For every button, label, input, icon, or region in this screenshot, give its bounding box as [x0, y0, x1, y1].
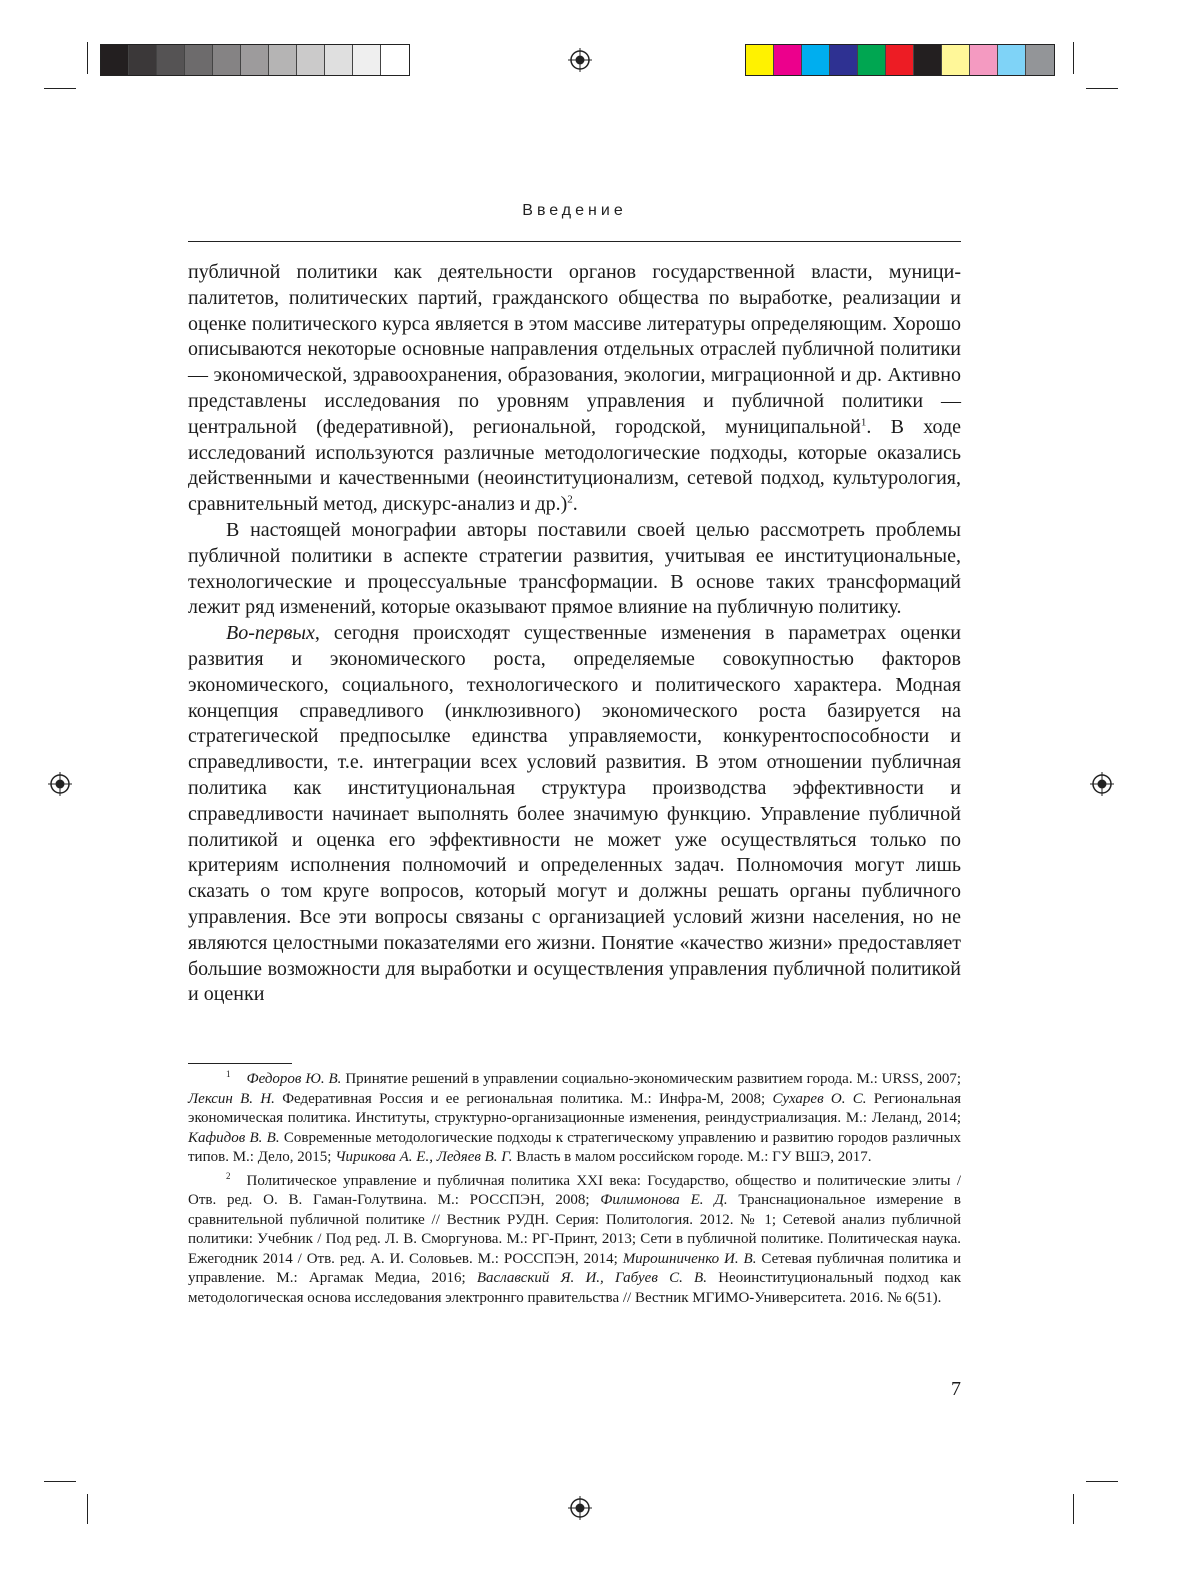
color-swatch — [1026, 45, 1054, 75]
footnote-number: 2 — [226, 1170, 231, 1181]
footnote-rule — [188, 1063, 292, 1064]
footnote-text: Современные методологические подходы к стратегическому управлению и развитию городов различных типов. М.: Дело, 2015; — [188, 1129, 961, 1165]
footnote-text: Неоинституциональный подход как методологическая основа исследования электроннго правительства // Вестник МГИМО-Университета. 2016. № 6(51). — [188, 1270, 961, 1306]
registration-mark-icon — [568, 1496, 592, 1520]
footnote-text: Принятие решений в управлении социально-экономическим развитием города. М.: URSS, 2007; — [341, 1071, 961, 1087]
crop-mark — [44, 1481, 76, 1482]
paragraph-1 — [188, 260, 961, 518]
color-swatch — [998, 45, 1026, 75]
gray-swatch — [101, 45, 129, 75]
running-header: Введение — [522, 202, 627, 219]
crop-mark — [1073, 1494, 1074, 1524]
footnote-1 — [188, 1070, 961, 1168]
crop-mark — [87, 42, 88, 74]
paragraph-3-lead: Во-первых — [226, 622, 315, 645]
footnote-author: Ваславский Я. И., Габуев С. В. — [476, 1270, 707, 1286]
paragraph-1-text: публичной политики как деятельности органов государственной власти, муниципалитетов, политических партий, гражданского общества по выработке, реализации и оценке политического курса является в этом массиве литературы определяющим. Хорошо описываются некоторые основные направления отдельных отраслей публичной политики — экономической, здравоохранения, образования, экологии, миграционной и др. Активно представлены исследования по уровням управления и публичной политики — центральной (федеративной), региональной, городской, муниципальной — [188, 261, 961, 438]
footnote-text: Сетевая публичная политика и управление. М.: Аргамак Медиа, 2016; — [188, 1250, 961, 1286]
footnote-author: Чирикова А. Е., Ледяев В. Г. — [335, 1149, 513, 1165]
color-swatch — [774, 45, 802, 75]
footnote-author: Федоров Ю. В. — [246, 1071, 342, 1087]
footnote-author: Кафидов В. В. — [188, 1129, 280, 1146]
page-number: 7 — [951, 1378, 961, 1400]
color-swatch — [914, 45, 942, 75]
paragraph-3 — [188, 621, 961, 1008]
footnote-number: 1 — [226, 1069, 231, 1079]
color-swatch — [746, 45, 774, 75]
crop-mark — [44, 88, 76, 89]
gray-swatch — [297, 45, 325, 75]
footnote-ref: 2 — [567, 493, 573, 506]
gray-calibration-bar — [100, 44, 410, 76]
crop-mark — [1086, 1481, 1118, 1482]
gray-swatch — [185, 45, 213, 75]
gray-swatch — [129, 45, 157, 75]
footnote-2 — [188, 1172, 961, 1309]
gray-swatch — [353, 45, 381, 75]
paragraph-2: В настоящей монографии авторы поставили своей целью рассмотреть проблемы публичной политики в аспекте стратегии развития, учитывая ее институциональные, технологические и процессуальные трансформации. В основе таких трансформаций лежит ряд изменений, которые оказывают прямое влияние на публичную политику. — [188, 518, 961, 619]
color-swatch — [858, 45, 886, 75]
color-swatch — [886, 45, 914, 75]
crop-mark — [1073, 42, 1074, 74]
header-rule — [188, 241, 961, 242]
body-text — [188, 260, 961, 1008]
footnote-text: Региональная экономическая политика. Институты, структурно-организационные изменения, реиндустриализация. М.: Леланд, 2014; — [188, 1090, 961, 1126]
color-swatch — [970, 45, 998, 75]
registration-mark-icon — [1090, 772, 1114, 796]
footnote-author: Лексин В. Н. — [188, 1090, 275, 1107]
footnote-ref: 1 — [860, 416, 867, 429]
crop-mark — [1086, 88, 1118, 89]
gray-swatch — [241, 45, 269, 75]
paragraph-1-text-cont: . В ходе исследований используются различные методологические подходы, которые оказались действенными и качественными (неоинституционализм, сетевой подход, культурология, сравнительный метод, дискурс-анализ и др.) — [188, 415, 961, 516]
footnote-author: Мирошниченко И. В. — [622, 1250, 757, 1267]
gray-swatch — [157, 45, 185, 75]
crop-mark — [87, 1494, 88, 1524]
footnotes — [188, 1070, 961, 1312]
gray-swatch — [269, 45, 297, 75]
footnote-text: Федеративная Россия и ее региональная политика. М.: Инфра-М, 2008; — [274, 1090, 773, 1107]
gray-swatch — [325, 45, 353, 75]
gray-swatch — [213, 45, 241, 75]
paragraph-3-text: , сегодня происходят существенные изменения в параметрах оценки развития и экономического роста, определяемые совокупностью факторов экономического, социального, технологического и политического характера. Модная концепция справедливого (инклюзивного) экономического роста базируется на стратегической предпосылке единства управляемости, конкурентоспособности и справедливости, т.е. интеграции всех условий развития. В этом отношении публичная политика как институциональная структура производства эффективности и справедливости начинает выполнять более значимую функцию. Управление публичной политикой и оценка его эффективности не может уже осуществляться только по критериям исполнения полномочий и определенных задач. Полномочия могут лишь сказать о том круге вопросов, который могут и должны решать органы публичного управления. Все эти вопросы связаны с организацией условий жизни населения, но не являются целостными показателями его жизни. Понятие «качество жизни» предоставляет большие возможности для выработки и осуществления управления публичной политикой и оценки — [188, 622, 961, 1006]
color-calibration-bar — [745, 44, 1055, 76]
footnote-text: Власть в малом российском городе. М.: ГУ ВШЭ, 2017. — [512, 1149, 872, 1165]
color-swatch — [802, 45, 830, 75]
registration-mark-icon — [48, 772, 72, 796]
paragraph-1-end: . — [572, 493, 578, 516]
footnote-author: Филимонова Е. Д. — [600, 1192, 728, 1208]
gray-swatch — [381, 45, 409, 75]
footnote-text: Транснациональное измерение в сравнительной публичной политике // Вестник РУДН. Серия: Политология. 2012. № 1; Сетевой анализ публичной политики: Учебник / Под ред. Л. В. Сморгунова. М.: РГ-Принт, 2013; Сети в публичной политике. Политическая наука. Ежегодник 2014 / Отв. ред. А. И. Соловьев. М.: РОССПЭН, 2014; — [188, 1192, 961, 1267]
footnote-author: Сухарев О. С. — [772, 1090, 867, 1107]
registration-mark-icon — [568, 48, 592, 72]
footnote-text: Политическое управление и публичная политика XXI века: Государство, общество и политические элиты / Отв. ред. О. В. Гаман-Голутвина. М.: РОССПЭН, 2008; — [188, 1172, 961, 1208]
color-swatch — [830, 45, 858, 75]
color-swatch — [942, 45, 970, 75]
